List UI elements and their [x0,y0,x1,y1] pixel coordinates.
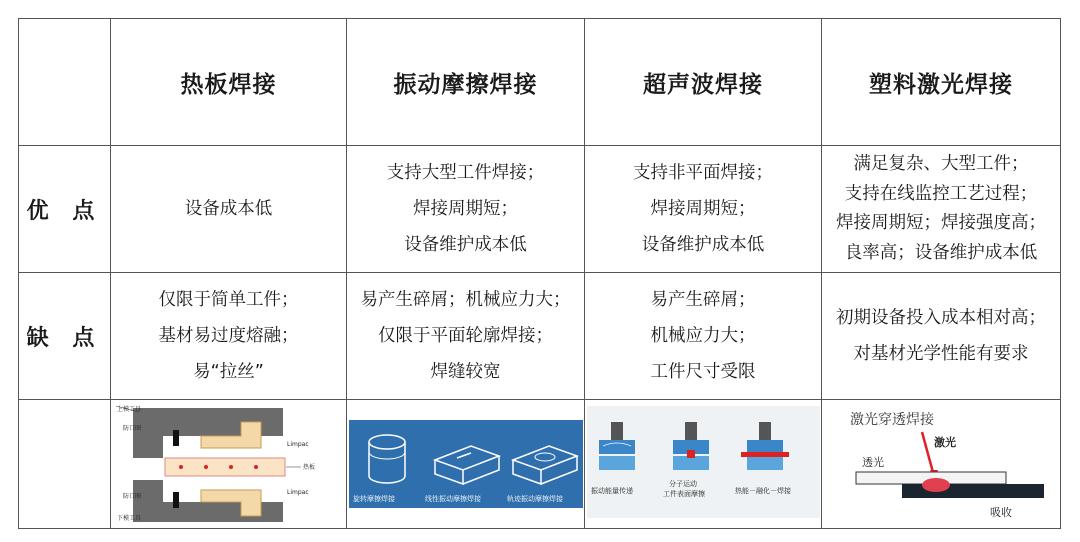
cell-line: 设备维护成本低 [641,235,765,255]
advantage-cell-ultrasonic [585,146,822,273]
ultrasonic-diagram [585,400,822,529]
hot-plate-label: Limpac [287,441,309,448]
cell-line: 焊缝较宽 [430,362,501,382]
cell-line: 工件尺寸受限 [650,362,756,382]
ultrasonic-label: 分子运动 [669,480,697,488]
laser-bottom-label: 吸收 [990,506,1012,519]
cell-line: 设备维护成本低 [404,235,527,255]
cell-line: 初期设备投入成本相对高； [836,308,1046,328]
advantage-cell-vibration [347,146,585,273]
hot-plate-svg [111,400,347,524]
laser-svg [822,400,1061,524]
cell-line: 易产生碎屑； [650,290,756,310]
ultrasonic-label: 热能－融化－焊接 [735,487,791,495]
hot-plate-label: 上模工具 [117,406,142,413]
cell-line: 仅限于简单工件； [158,290,299,310]
laser-top-label: 透光 [862,456,884,469]
header-laser: 塑料激光焊接 [822,19,1061,146]
illustration-label-cell [19,400,111,529]
hot-plate-label: 防口圈 [123,425,142,432]
disadvantages-label: 缺 点 [19,273,111,400]
cell-line: 焊接周期短； [413,199,518,219]
friction-label: 旋转摩擦焊接 [353,495,395,503]
cell-line: 易“拉丝” [193,362,264,382]
laser-beam-label: 激光 [934,436,956,449]
advantage-cell-hot-plate [111,146,347,273]
header-ultrasonic: 超声波焊接 [585,19,822,146]
ultrasonic-svg [585,400,822,524]
cell-line: 对基材光学性能有要求 [853,344,1029,364]
advantage-cell-laser [822,146,1061,273]
friction-svg [347,400,585,524]
cell-line: 满足复杂、大型工件； [853,154,1029,174]
disadvantage-cell-ultrasonic [585,273,822,400]
disadvantage-cell-laser [822,273,1061,400]
hot-plate-label: Limpac [287,489,309,496]
cell-line: 支持非平面焊接； [633,163,773,183]
disadvantage-cell-hot-plate [111,273,347,400]
cell-line: 支持在线监控工艺过程； [844,183,1038,204]
ultrasonic-label: 振动能量传递 [591,487,633,495]
friction-label: 线性振动摩擦焊接 [425,495,481,503]
friction-label: 轨迹振动摩擦焊接 [507,495,563,503]
disadvantage-cell-vibration [347,273,585,400]
comparison-table [18,18,1061,529]
cell-line: 机械应力大； [650,326,756,346]
cell-line: 基材易过度熔融； [158,326,299,346]
laser-title: 激光穿透焊接 [850,412,934,428]
cell-line: 支持大型工件焊接； [386,163,545,183]
header-vibration-friction: 振动摩擦焊接 [347,19,585,146]
cell-line: 仅限于平面轮廓焊接； [378,326,553,346]
laser-diagram [822,400,1061,529]
hot-plate-label: 热板 [303,464,316,471]
corner-cell [19,19,111,146]
friction-welding-diagram [347,400,585,529]
hot-plate-label: 下模工具 [117,515,142,522]
cell-line: 易产生碎屑；机械应力大； [360,290,571,310]
header-row [19,19,1061,146]
cell-line: 焊接周期短；焊接强度高； [836,213,1046,233]
advantages-row [19,146,1061,273]
hot-plate-diagram [111,400,347,529]
hot-plate-label: 防口圈 [123,493,142,500]
header-hot-plate: 热板焊接 [111,19,347,146]
disadvantages-row [19,273,1061,400]
cell-line: 设备成本低 [184,199,273,219]
illustration-row [19,400,1061,529]
cell-line: 焊接周期短； [650,199,756,219]
advantages-label: 优 点 [19,146,111,273]
cell-line: 良率高；设备维护成本低 [844,242,1038,263]
ultrasonic-label: 工件表面摩擦 [663,490,705,498]
